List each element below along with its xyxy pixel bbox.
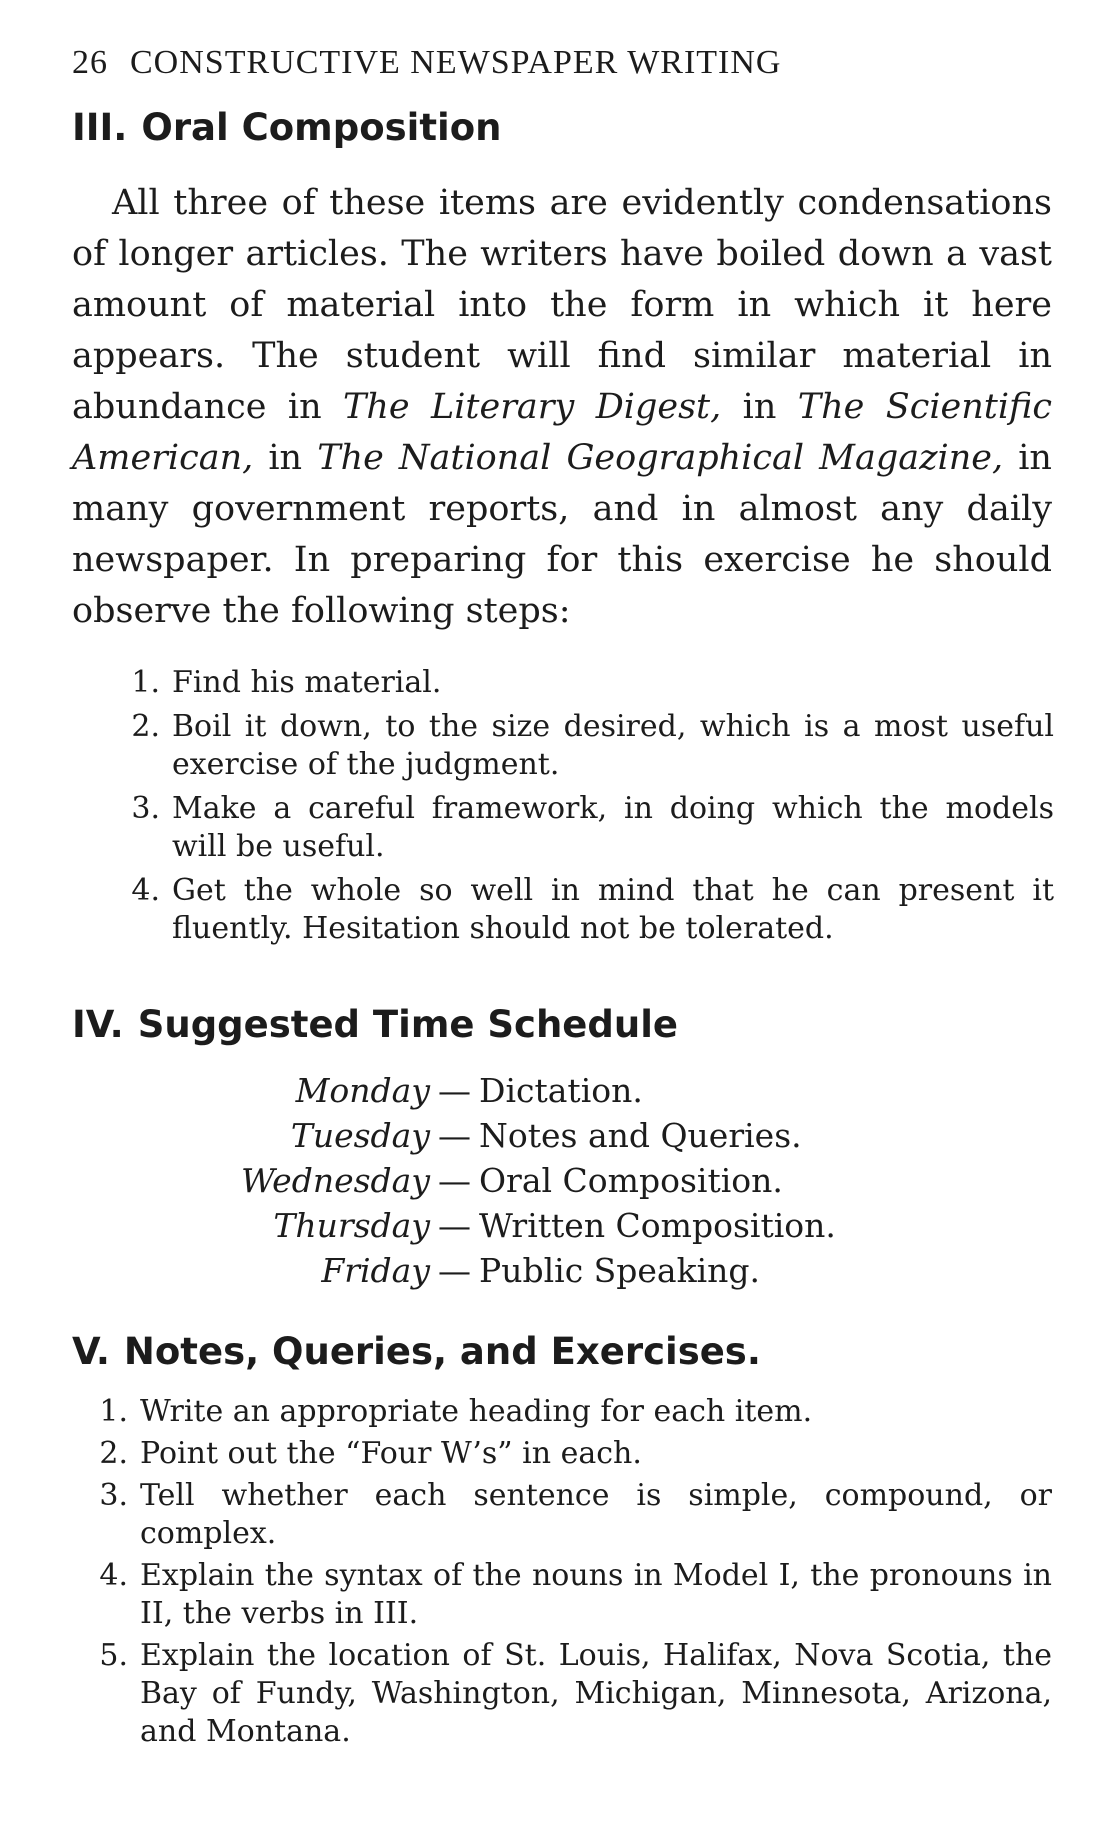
section-heading-notes-queries [72, 1330, 761, 1373]
schedule-day: Wednesday [240, 1161, 430, 1200]
item-number: 1. [131, 665, 160, 700]
list-item [72, 1477, 1052, 1553]
item-number: 2. [131, 709, 160, 744]
para-text: in [253, 438, 318, 478]
section-title: Notes, Queries, and Exercises. [123, 1330, 761, 1373]
section-title: Oral Composition [141, 106, 502, 149]
schedule-activity: Public Speaking. [479, 1251, 761, 1290]
schedule-row [0, 1113, 1105, 1158]
item-text: Get the whole so well in mind that he can present it fluently. Hesitation should not be tolerated. [172, 873, 1054, 946]
item-text: Tell whether each sentence is simple, compound, or complex. [140, 1478, 1052, 1551]
schedule-dash: — [438, 1071, 471, 1110]
list-item [72, 1435, 1052, 1473]
item-text: Boil it down, to the size desired, which is a most useful exercise of the judgment. [172, 709, 1054, 782]
list-item [72, 1637, 1052, 1751]
list-item [72, 1393, 1052, 1431]
list-item [104, 872, 1054, 948]
schedule-day: Tuesday [290, 1116, 430, 1155]
page-number: 26 [72, 44, 108, 81]
publication-title: The Scientific American, [72, 387, 1052, 478]
section-numeral: V. [72, 1330, 110, 1373]
exercises-list [72, 1393, 1052, 1755]
section-heading-oral-composition [72, 106, 501, 149]
item-number: 2. [99, 1436, 128, 1471]
para-text: in [721, 387, 798, 427]
schedule-row [0, 1203, 1105, 1248]
schedule-day: Monday [295, 1071, 430, 1110]
steps-list [104, 664, 1054, 954]
schedule-day: Friday [321, 1251, 430, 1290]
book-title: CONSTRUCTIVE NEWSPAPER WRITING [130, 44, 782, 81]
publication-title: The National Geographical Magazine, [317, 438, 1004, 478]
item-text: Explain the location of St. Louis, Halifax, Nova Scotia, the Bay of Fundy, Washington, Michigan, Minnesota, Arizona, and Montana. [140, 1638, 1052, 1749]
schedule-row [0, 1248, 1105, 1293]
schedule-dash: — [438, 1161, 471, 1200]
schedule-row [0, 1068, 1105, 1113]
list-item [104, 790, 1054, 866]
oral-composition-paragraph [72, 178, 1052, 637]
list-item [104, 664, 1054, 702]
item-text: Find his material. [172, 665, 442, 700]
schedule-activity: Written Composition. [479, 1206, 836, 1245]
item-text: Point out the “Four W’s” in each. [140, 1436, 642, 1471]
item-number: 3. [99, 1478, 128, 1513]
item-number: 3. [131, 791, 160, 826]
para-text: All three of these items are evidently condensations of longer articles. The writers have boiled down a vast amount of material into the form in which it here appears. The student will find similar material in abundance in [72, 183, 1052, 427]
schedule-dash: — [438, 1206, 471, 1245]
item-text: Explain the syntax of the nouns in Model I, the pronouns in II, the verbs in III. [140, 1558, 1052, 1631]
item-number: 4. [99, 1558, 128, 1593]
schedule-day: Thursday [273, 1206, 430, 1245]
schedule-row [0, 1158, 1105, 1203]
schedule-dash: — [438, 1251, 471, 1290]
section-title: Suggested Time Schedule [137, 1003, 678, 1046]
item-text: Make a careful framework, in doing which the models will be useful. [172, 791, 1054, 864]
running-head [72, 44, 781, 82]
para-text: in many government reports, and in almost any daily newspaper. In preparing for this exercise he should observe the following steps: [72, 438, 1052, 631]
section-numeral: III. [72, 106, 128, 149]
item-number: 4. [131, 873, 160, 908]
list-item [72, 1557, 1052, 1633]
schedule-activity: Oral Composition. [479, 1161, 783, 1200]
section-heading-time-schedule [72, 1003, 678, 1046]
list-item [104, 708, 1054, 784]
schedule-activity: Notes and Queries. [479, 1116, 802, 1155]
item-text: Write an appropriate heading for each item. [140, 1394, 813, 1429]
schedule-dash: — [438, 1116, 471, 1155]
time-schedule [0, 1068, 1105, 1293]
publication-title: The Literary Digest, [343, 387, 722, 427]
section-numeral: IV. [72, 1003, 124, 1046]
item-number: 5. [99, 1638, 128, 1673]
schedule-activity: Dictation. [479, 1071, 643, 1110]
item-number: 1. [99, 1394, 128, 1429]
